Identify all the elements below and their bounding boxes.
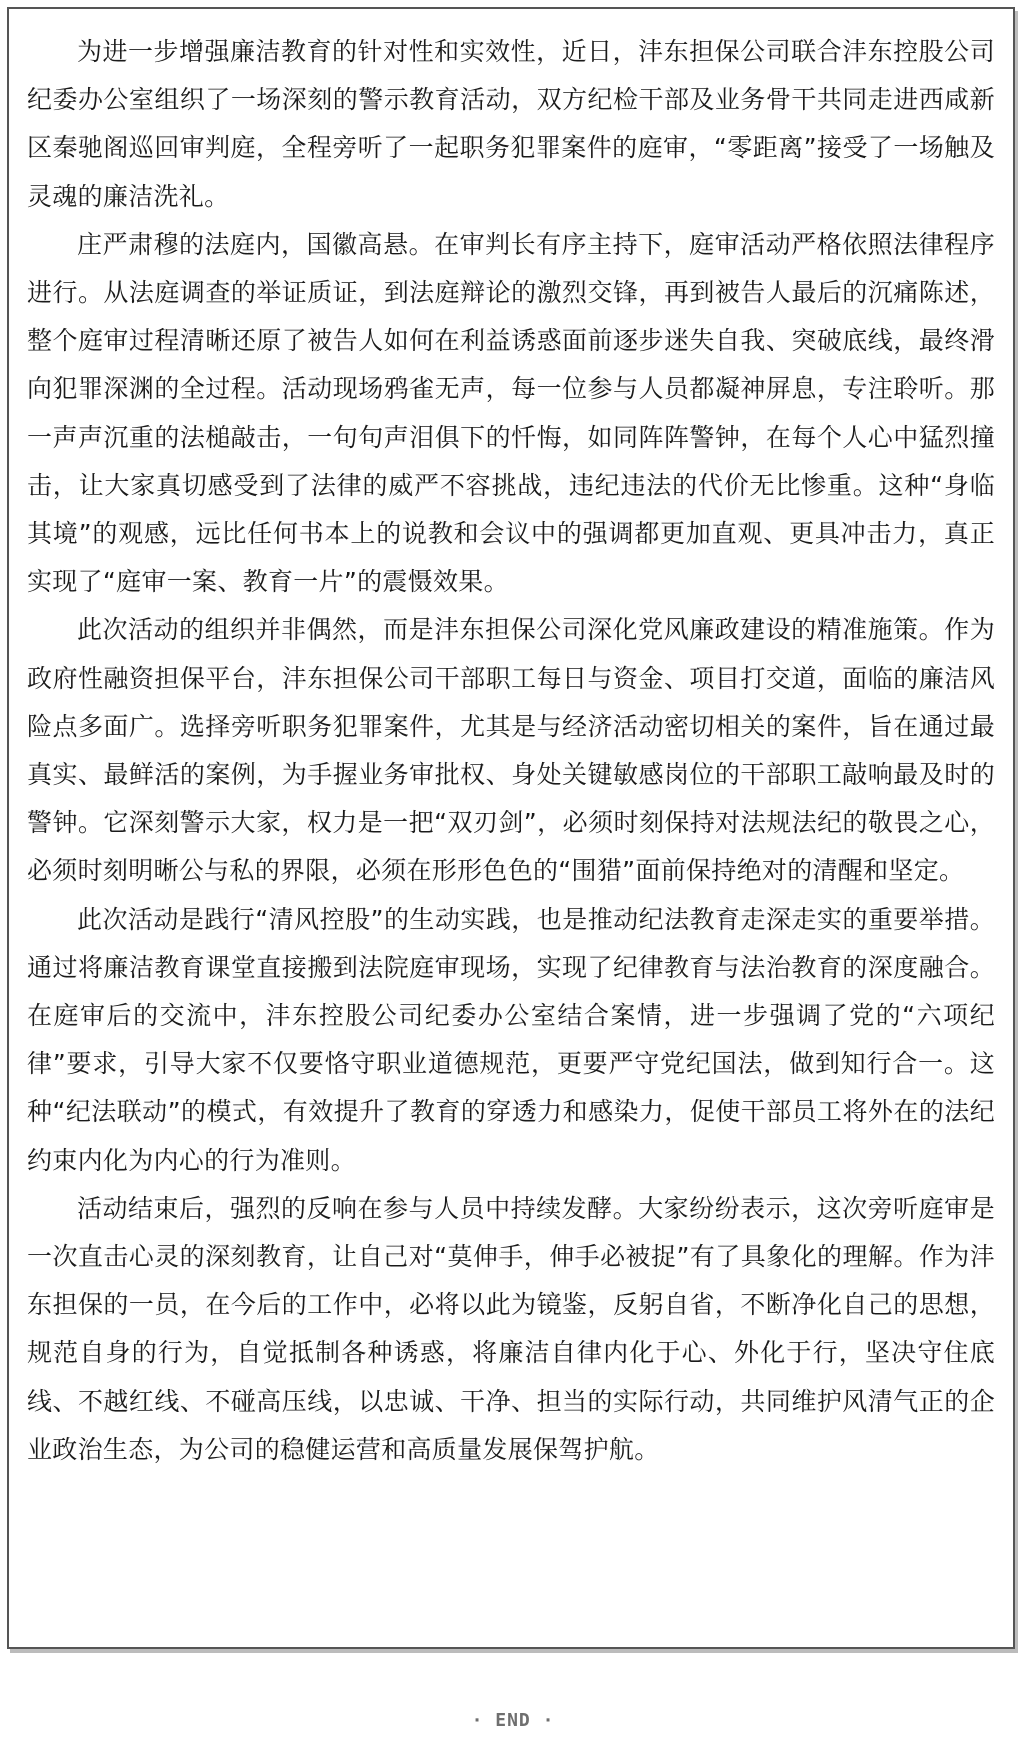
- end-mark: · END ·: [471, 1710, 555, 1731]
- article-paragraph-4: 此次活动是践行“清风控股”的生动实践，也是推动纪法教育走深走实的重要举措。通过将廉洁教育课堂直接搬到法院庭审现场，实现了纪律教育与法治教育的深度融合。在庭审后的交流中，沣东控股公司纪委办公室结合案情，进一步强调了党的“六项纪律”要求，引导大家不仅要恪守职业道德规范，更要严守党纪国法，做到知行合一。这种“纪法联动”的模式，有效提升了教育的穿透力和感染力，促使干部员工将外在的法纪约束内化为内心的行为准则。: [27, 904, 995, 1175]
- article-paragraph-5: 活动结束后，强烈的反响在参与人员中持续发酵。大家纷纷表示，这次旁听庭审是一次直击心灵的深刻教育，让自己对“莫伸手，伸手必被捉”有了具象化的理解。作为沣东担保的一员，在今后的工作中，必将以此为镜鉴，反躬自省，不断净化自己的思想，规范自身的行为，自觉抵制各种诱惑，将廉洁自律内化于心、外化于行，坚决守住底线、不越红线、不碰高压线，以忠诚、干净、担当的实际行动，共同维护风清气正的企业政治生态，为公司的稳健运营和高质量发展保驾护航。: [27, 1193, 995, 1464]
- article-paragraph-2: 庄严肃穆的法庭内，国徽高悬。在审判长有序主持下，庭审活动严格依照法律程序进行。从法庭调查的举证质证，到法庭辩论的激烈交锋，再到被告人最后的沉痛陈述，整个庭审过程清晰还原了被告人如何在利益诱惑面前逐步迷失自我、突破底线，最终滑向犯罪深渊的全过程。活动现场鸦雀无声，每一位参与人员都凝神屏息，专注聆听。那一声声沉重的法槌敲击，一句句声泪俱下的忏悔，如同阵阵警钟，在每个人心中猛烈撞击，让大家真切感受到了法律的威严不容挑战，违纪违法的代价无比惨重。这种“身临其境”的观感，远比任何书本上的说教和会议中的强调都更加直观、更具冲击力，真正实现了“庭审一案、教育一片”的震慑效果。: [27, 229, 995, 597]
- article-paragraph-1: 为进一步增强廉洁教育的针对性和实效性，近日，沣东担保公司联合沣东控股公司纪委办公室组织了一场深刻的警示教育活动，双方纪检干部及业务骨干共同走进西咸新区秦驰阁巡回审判庭，全程旁听了一起职务犯罪案件的庭审，“零距离”接受了一场触及灵魂的廉洁洗礼。: [27, 37, 995, 211]
- article-box: [7, 7, 1015, 1649]
- article-paragraph-3: 此次活动的组织并非偶然，而是沣东担保公司深化党风廉政建设的精准施策。作为政府性融资担保平台，沣东担保公司干部职工每日与资金、项目打交道，面临的廉洁风险点多面广。选择旁听职务犯罪案件，尤其是与经济活动密切相关的案件，旨在通过最真实、最鲜活的案例，为手握业务审批权、身处关键敏感岗位的干部职工敲响最及时的警钟。它深刻警示大家，权力是一把“双刃剑”，必须时刻保持对法规法纪的敬畏之心，必须时刻明晰公与私的界限，必须在形形色色的“围猎”面前保持绝对的清醒和坚定。: [27, 615, 995, 886]
